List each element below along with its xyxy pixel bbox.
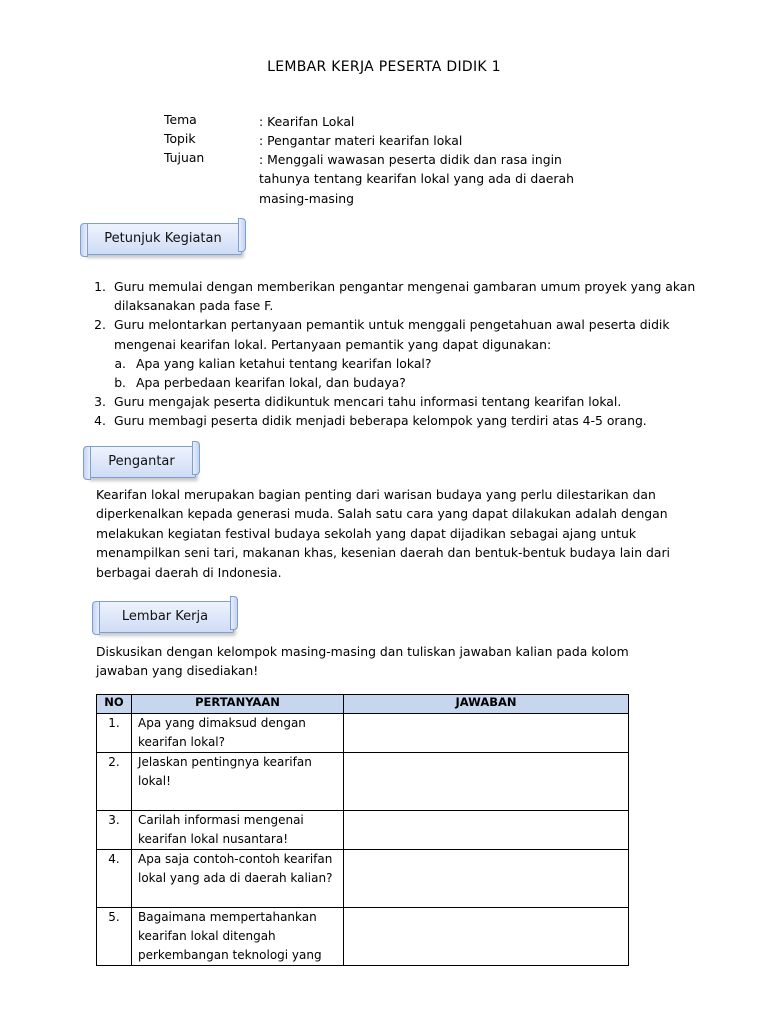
list-item-number: b. (114, 375, 126, 391)
row-question: Apa saja contoh-contoh kearifan lokal yang ada di daerah kalian? (132, 850, 344, 908)
list-item (90, 392, 710, 411)
row-question: Bagaimana mempertahankan kearifan lokal ditengah perkembangan teknologi yang (132, 908, 344, 966)
row-question: Jelaskan pentingnya kearifan lokal! (132, 753, 344, 811)
meta-value-topik: : Pengantar materi kearifan lokal (259, 133, 463, 148)
meta-label-topik: Topik (164, 131, 196, 146)
meta-label-tema: Tema (164, 112, 197, 127)
header-question: PERTANYAAN (132, 695, 344, 714)
row-number: 1. (97, 714, 132, 753)
answer-cell[interactable] (344, 850, 629, 908)
meta-value-tema: : Kearifan Lokal (259, 114, 355, 129)
scroll-curl-left-icon (92, 601, 100, 635)
section-banner-pengantar (87, 446, 196, 478)
list-item-text: Guru melontarkan pertanyaan pemantik untuk menggali pengetahuan awal peserta didik mengenai kearifan lokal. Pertanyaan pemantik yang dapat digunakan: (114, 317, 670, 352)
answer-cell[interactable] (344, 811, 629, 850)
answer-cell[interactable] (344, 908, 629, 966)
list-item-text: Guru membagi peserta didik menjadi beberapa kelompok yang terdiri atas 4-5 orang. (114, 413, 647, 429)
answer-cell[interactable] (344, 753, 629, 811)
list-item (90, 411, 710, 430)
meta-value-tujuan: : Menggali wawasan peserta didik dan rasa ingin tahunya tentang kearifan lokal yang ada di daerah masing-masing (259, 152, 574, 206)
table-row (97, 753, 629, 811)
list-item (90, 315, 710, 353)
worksheet-table (96, 694, 629, 966)
section-heading-lembar-kerja: Lembar Kerja (121, 609, 209, 624)
list-item-number: 2. (94, 317, 106, 333)
list-item-number: 1. (94, 279, 106, 294)
list-item (90, 277, 710, 315)
list-item-text: Guru memulai dengan memberikan pengantar mengenai gambaran umum proyek yang akan dilaksanakan pada fase F. (114, 279, 696, 314)
scroll-curl-right-icon (230, 596, 238, 630)
list-subitem (90, 373, 710, 392)
list-subitem (90, 354, 710, 373)
answer-cell[interactable] (344, 714, 629, 753)
section-banner-petunjuk (84, 223, 242, 255)
list-item-number: 4. (94, 413, 106, 429)
scroll-curl-left-icon (83, 446, 91, 480)
section-banner-lembar-kerja (96, 601, 234, 633)
table-row (97, 908, 629, 966)
header-no: NO (97, 695, 132, 714)
row-number: 3. (97, 811, 132, 850)
list-item-text: Apa perbedaan kearifan lokal, dan budaya? (136, 375, 406, 391)
row-number: 2. (97, 753, 132, 811)
scroll-curl-right-icon (192, 441, 200, 475)
section-heading-petunjuk: Petunjuk Kegiatan (104, 231, 222, 246)
row-number: 5. (97, 908, 132, 966)
row-question: Apa yang dimaksud dengan kearifan lokal? (132, 714, 344, 753)
list-item-number: 3. (94, 394, 106, 410)
pengantar-paragraph: Kearifan lokal merupakan bagian penting dari warisan budaya yang perlu dilestarikan dan diperkenalkan kepada generasi muda. Salah satu cara yang dapat dilakukan adalah dengan melakukan kegiatan festival budaya sekolah yang dapat dijadikan sebagai ajang untuk menampilkan seni tari, makanan khas, kesenian daerah dan bentuk-bentuk budaya lain dari berbagai daerah di Indonesia. (96, 487, 670, 580)
meta-label-tujuan: Tujuan (164, 150, 205, 165)
row-question: Carilah informasi mengenai kearifan lokal nusantara! (132, 811, 344, 850)
petunjuk-list (90, 277, 710, 431)
list-item-text: Apa yang kalian ketahui tentang kearifan lokal? (136, 355, 432, 371)
table-row (97, 850, 629, 908)
lembar-instruction: Diskusikan dengan kelompok masing-masing dan tuliskan jawaban kalian pada kolom jawaban yang disediakan! (96, 644, 629, 679)
table-row (97, 714, 629, 753)
table-header-row (97, 695, 629, 714)
list-item-number: a. (114, 355, 126, 371)
list-item-text: Guru mengajak peserta didikuntuk mencari tahu informasi tentang kearifan lokal. (114, 394, 622, 410)
page-title: LEMBAR KERJA PESERTA DIDIK 1 (267, 59, 501, 75)
row-number: 4. (97, 850, 132, 908)
section-heading-pengantar: Pengantar (108, 454, 175, 469)
header-answer: JAWABAN (344, 695, 629, 714)
scroll-curl-left-icon (80, 223, 88, 257)
scroll-curl-right-icon (238, 218, 246, 252)
table-row (97, 811, 629, 850)
